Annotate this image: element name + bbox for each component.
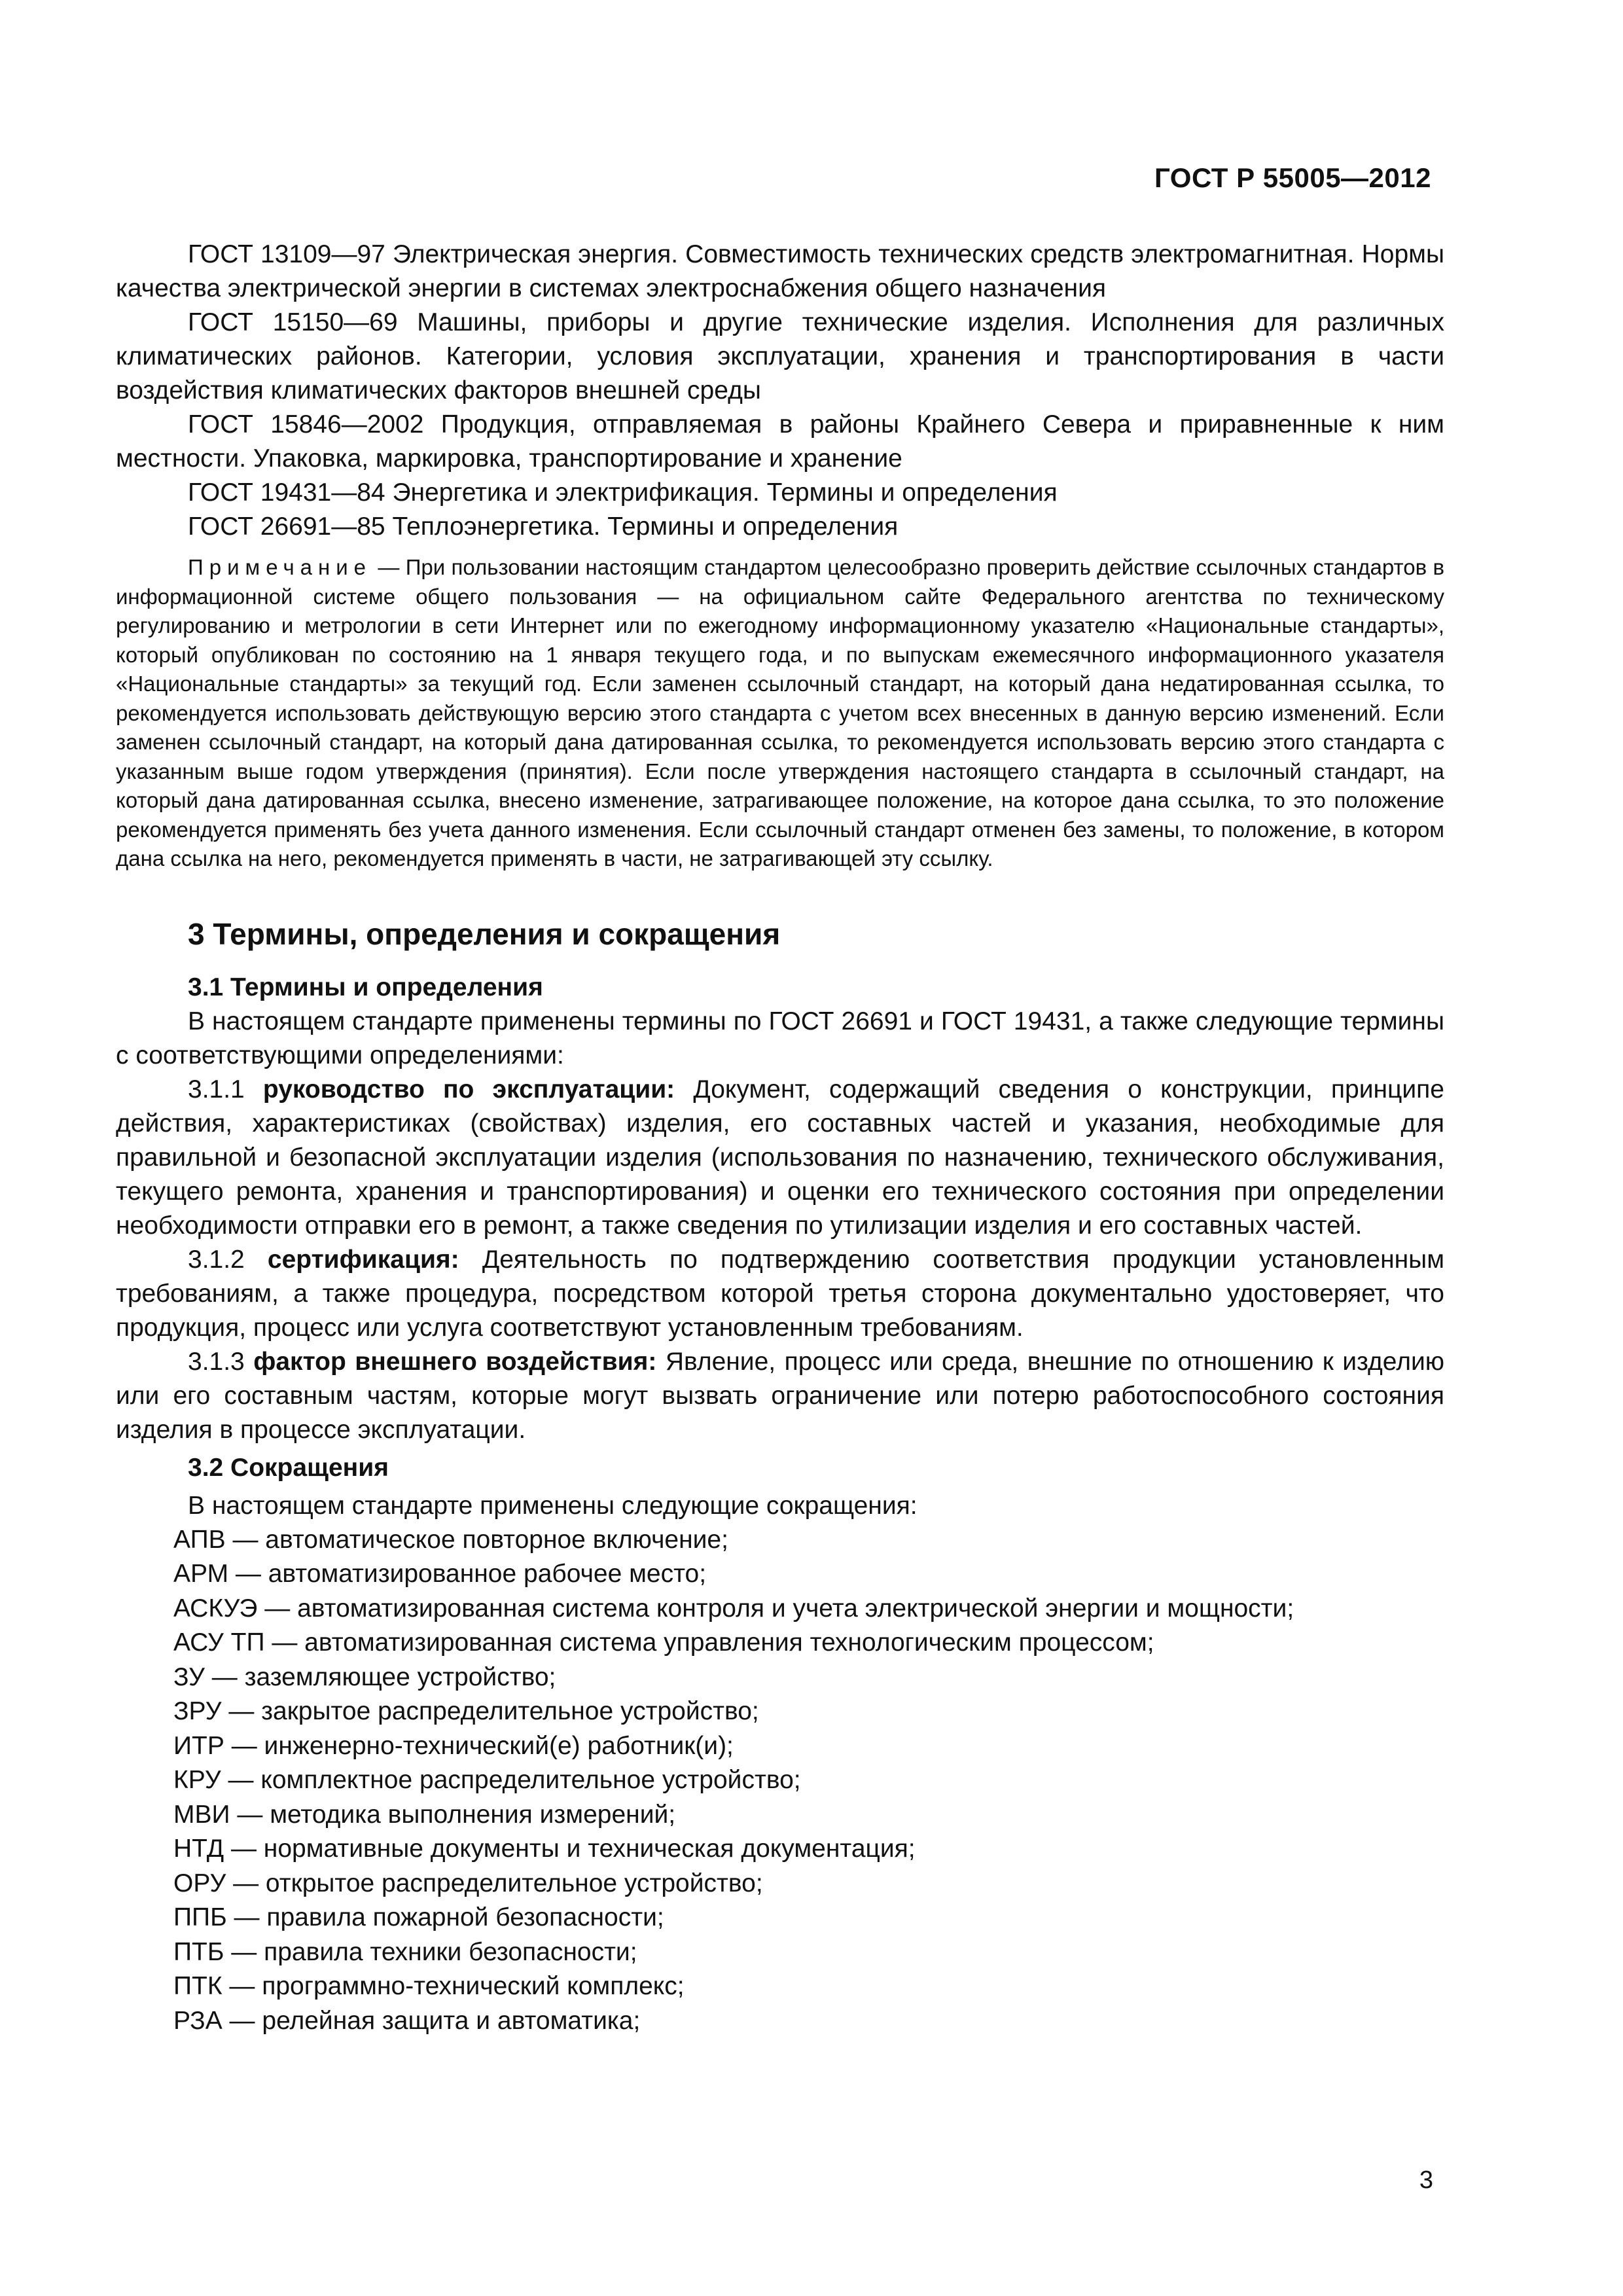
term-name: фактор внешнего воздействия:	[253, 1347, 657, 1376]
page-number: 3	[1419, 2166, 1433, 2194]
reference-item: ГОСТ 26691—85 Теплоэнергетика. Термины и определения	[188, 512, 899, 541]
abbreviation-item: АРМ — автоматизированное рабочее место;	[173, 1560, 707, 1588]
abbreviation-item: АСУ ТП — автоматизированная система управления технологическим процессом;	[173, 1628, 1154, 1657]
term-number: 3.1.1	[188, 1075, 245, 1103]
note-label: Примечание	[188, 555, 372, 579]
terms-intro: В настоящем стандарте применены термины по ГОСТ 26691 и ГОСТ 19431, а также следующие термины с соответствующими определениями:	[116, 1007, 1444, 1069]
abbreviation-item: ПТБ — правила техники безопасности;	[173, 1937, 637, 1966]
note-text: — При пользовании настоящим стандартом целесообразно проверить действие ссылочных стандартов в информационной системе общего пользования — на официальном сайте Федерального агентства по техническому регулированию и метрологии в сети Интернет или по ежегодному информационному указателю «Национальные стандарты», который опубликован по состоянию на 1 января текущего года, и по выпускам ежемесячного информационного указателя «Национальные стандарты» за текущий год. Если заменен ссылочный стандарт, на который дана недатированная ссылка, то рекомендуется использовать действующую версию этого стандарта с учетом всех внесенных в данную версию изменений. Если заменен ссылочный стандарт, на который дана датированная ссылка, то рекомендуется использовать версию этого стандарта с указанным выше годом утверждения (принятия). Если после утверждения настоящего стандарта в ссылочный стандарт, на который дана датированная ссылка, внесено изменение, затрагивающее положение, на которое дана ссылка, то это положение рекомендуется применять без учета данного изменения. Если ссылочный стандарт отменен без замены, то положение, в котором дана ссылка на него, рекомендуется применять в части, не затрагивающей эту ссылку.	[116, 555, 1444, 870]
term-definition	[116, 1073, 1444, 1243]
abbreviation-item: АПВ — автоматическое повторное включение;	[173, 1525, 728, 1554]
note-block	[116, 553, 1444, 874]
subsection-title: 3.1 Термины и определения	[188, 973, 543, 1001]
abbreviation-item: ОРУ — открытое распределительное устройство;	[173, 1869, 763, 1897]
abbreviation-item: АСКУЭ — автоматизированная система контроля и учета электрической энергии и мощности;	[173, 1594, 1294, 1623]
abbreviation-item: КРУ — комплектное распределительное устройство;	[173, 1766, 801, 1794]
abbreviation-item: ЗРУ — закрытое распределительное устройство;	[173, 1697, 759, 1725]
document-code-header: ГОСТ Р 55005—2012	[1154, 162, 1431, 193]
abbreviation-item: РЗА — релейная защита и автоматика;	[173, 2006, 641, 2035]
term-definition	[116, 1345, 1444, 1447]
term-definition	[116, 1243, 1444, 1345]
subsection-title: 3.2 Сокращения	[188, 1453, 389, 1482]
abbreviation-item: ППБ — правила пожарной безопасности;	[173, 1903, 664, 1931]
term-number: 3.1.3	[188, 1347, 245, 1376]
section-title: 3 Термины, определения и сокращения	[188, 916, 781, 951]
abbreviation-item: МВИ — методика выполнения измерений;	[173, 1800, 676, 1829]
abbreviation-item: ЗУ — заземляющее устройство;	[173, 1662, 556, 1691]
term-name: сертификация:	[267, 1245, 459, 1274]
abbreviation-item: НТД — нормативные документы и техническая документация;	[173, 1835, 916, 1863]
term-text: Документ, содержащий сведения о конструкции, принципе действия, характеристиках (свойствах) изделия, его составных частей и указания, необходимые для правильной и безопасной эксплуатации изделия (использования по назначению, технического обслуживания, текущего ремонта, хранения и транспортирования) и оценки его технического состояния при определении необходимости отправки его в ремонт, а также сведения по утилизации изделия и его составных частей.	[116, 1075, 1444, 1240]
reference-item: ГОСТ 13109—97 Электрическая энергия. Совместимость технических средств электромагнитная. Нормы качества электрической энергии в системах электроснабжения общего назначения	[116, 240, 1444, 302]
term-text: Деятельность по подтверждению соответствия продукции установленным требованиям, а также процедура, посредством которой третья сторона документально удостоверяет, что продукция, процесс или услуга соответствуют установленным требованиям.	[116, 1245, 1445, 1342]
term-name: руководство по эксплуатации:	[262, 1075, 675, 1103]
term-number: 3.1.2	[188, 1245, 245, 1274]
reference-item: ГОСТ 15150—69 Машины, приборы и другие технические изделия. Исполнения для различных климатических районов. Категории, условия эксплуатации, хранения и транспортирования в части воздействия климатических факторов внешней среды	[116, 308, 1444, 404]
page-content	[116, 238, 1444, 2038]
term-text: Явление, процесс или среда, внешние по отношению к изделию или его составным частям, которые могут вызвать ограничение или потерю работоспособного состояния изделия в процессе эксплуатации.	[116, 1347, 1444, 1444]
abbreviations-intro: В настоящем стандарте применены следующие сокращения:	[188, 1491, 918, 1520]
abbreviation-item: ПТК — программно-технический комплекс;	[173, 1972, 685, 2000]
abbreviation-item: ИТР — инженерно-технический(е) работник(и);	[173, 1731, 734, 1760]
reference-item: ГОСТ 15846—2002 Продукция, отправляемая в районы Крайнего Севера и приравненные к ним местности. Упаковка, маркировка, транспортирование и хранение	[116, 410, 1444, 473]
reference-item: ГОСТ 19431—84 Энергетика и электрификация. Термины и определения	[188, 478, 1058, 507]
